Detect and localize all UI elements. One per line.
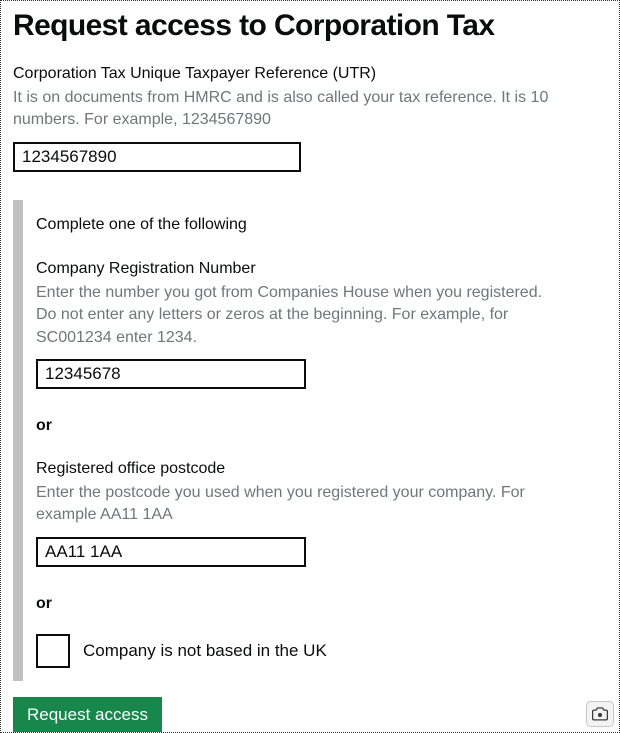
crn-input[interactable] bbox=[36, 359, 306, 389]
or-divider-1: or bbox=[36, 416, 52, 434]
crn-hint: Enter the number you got from Companies House when you registered. Do not enter any letters or zeros at the beginning. For example, for SC001234 enter 1234. bbox=[36, 283, 543, 346]
request-access-button[interactable]: Request access bbox=[13, 697, 162, 733]
postcode-hint: Enter the postcode you used when you registered your company. For example AA11 1AA bbox=[36, 483, 525, 524]
complete-one-group bbox=[13, 200, 607, 681]
not-uk-checkbox-label: Company is not based in the UK bbox=[83, 640, 327, 660]
postcode-input[interactable] bbox=[36, 537, 306, 567]
or-divider-2: or bbox=[36, 594, 52, 612]
not-uk-checkbox[interactable] bbox=[36, 634, 70, 668]
group-legend: Complete one of the following bbox=[36, 215, 247, 233]
camera-icon bbox=[592, 707, 608, 721]
page-title: Request access to Corporation Tax bbox=[13, 9, 495, 42]
not-uk-checkbox-row bbox=[36, 634, 607, 668]
postcode-label: Registered office postcode bbox=[36, 459, 226, 477]
crn-form-group bbox=[36, 259, 607, 389]
utr-hint: It is on documents from HMRC and is also called your tax reference. It is 10 numbers. For example, 1234567890 bbox=[13, 89, 549, 129]
utr-label: Corporation Tax Unique Taxpayer Reference (UTR) bbox=[13, 65, 377, 82]
camera-button[interactable] bbox=[586, 701, 614, 727]
utr-form-group bbox=[13, 64, 607, 172]
postcode-form-group bbox=[36, 459, 607, 567]
utr-input[interactable] bbox=[13, 142, 301, 172]
crn-label: Company Registration Number bbox=[36, 259, 256, 277]
